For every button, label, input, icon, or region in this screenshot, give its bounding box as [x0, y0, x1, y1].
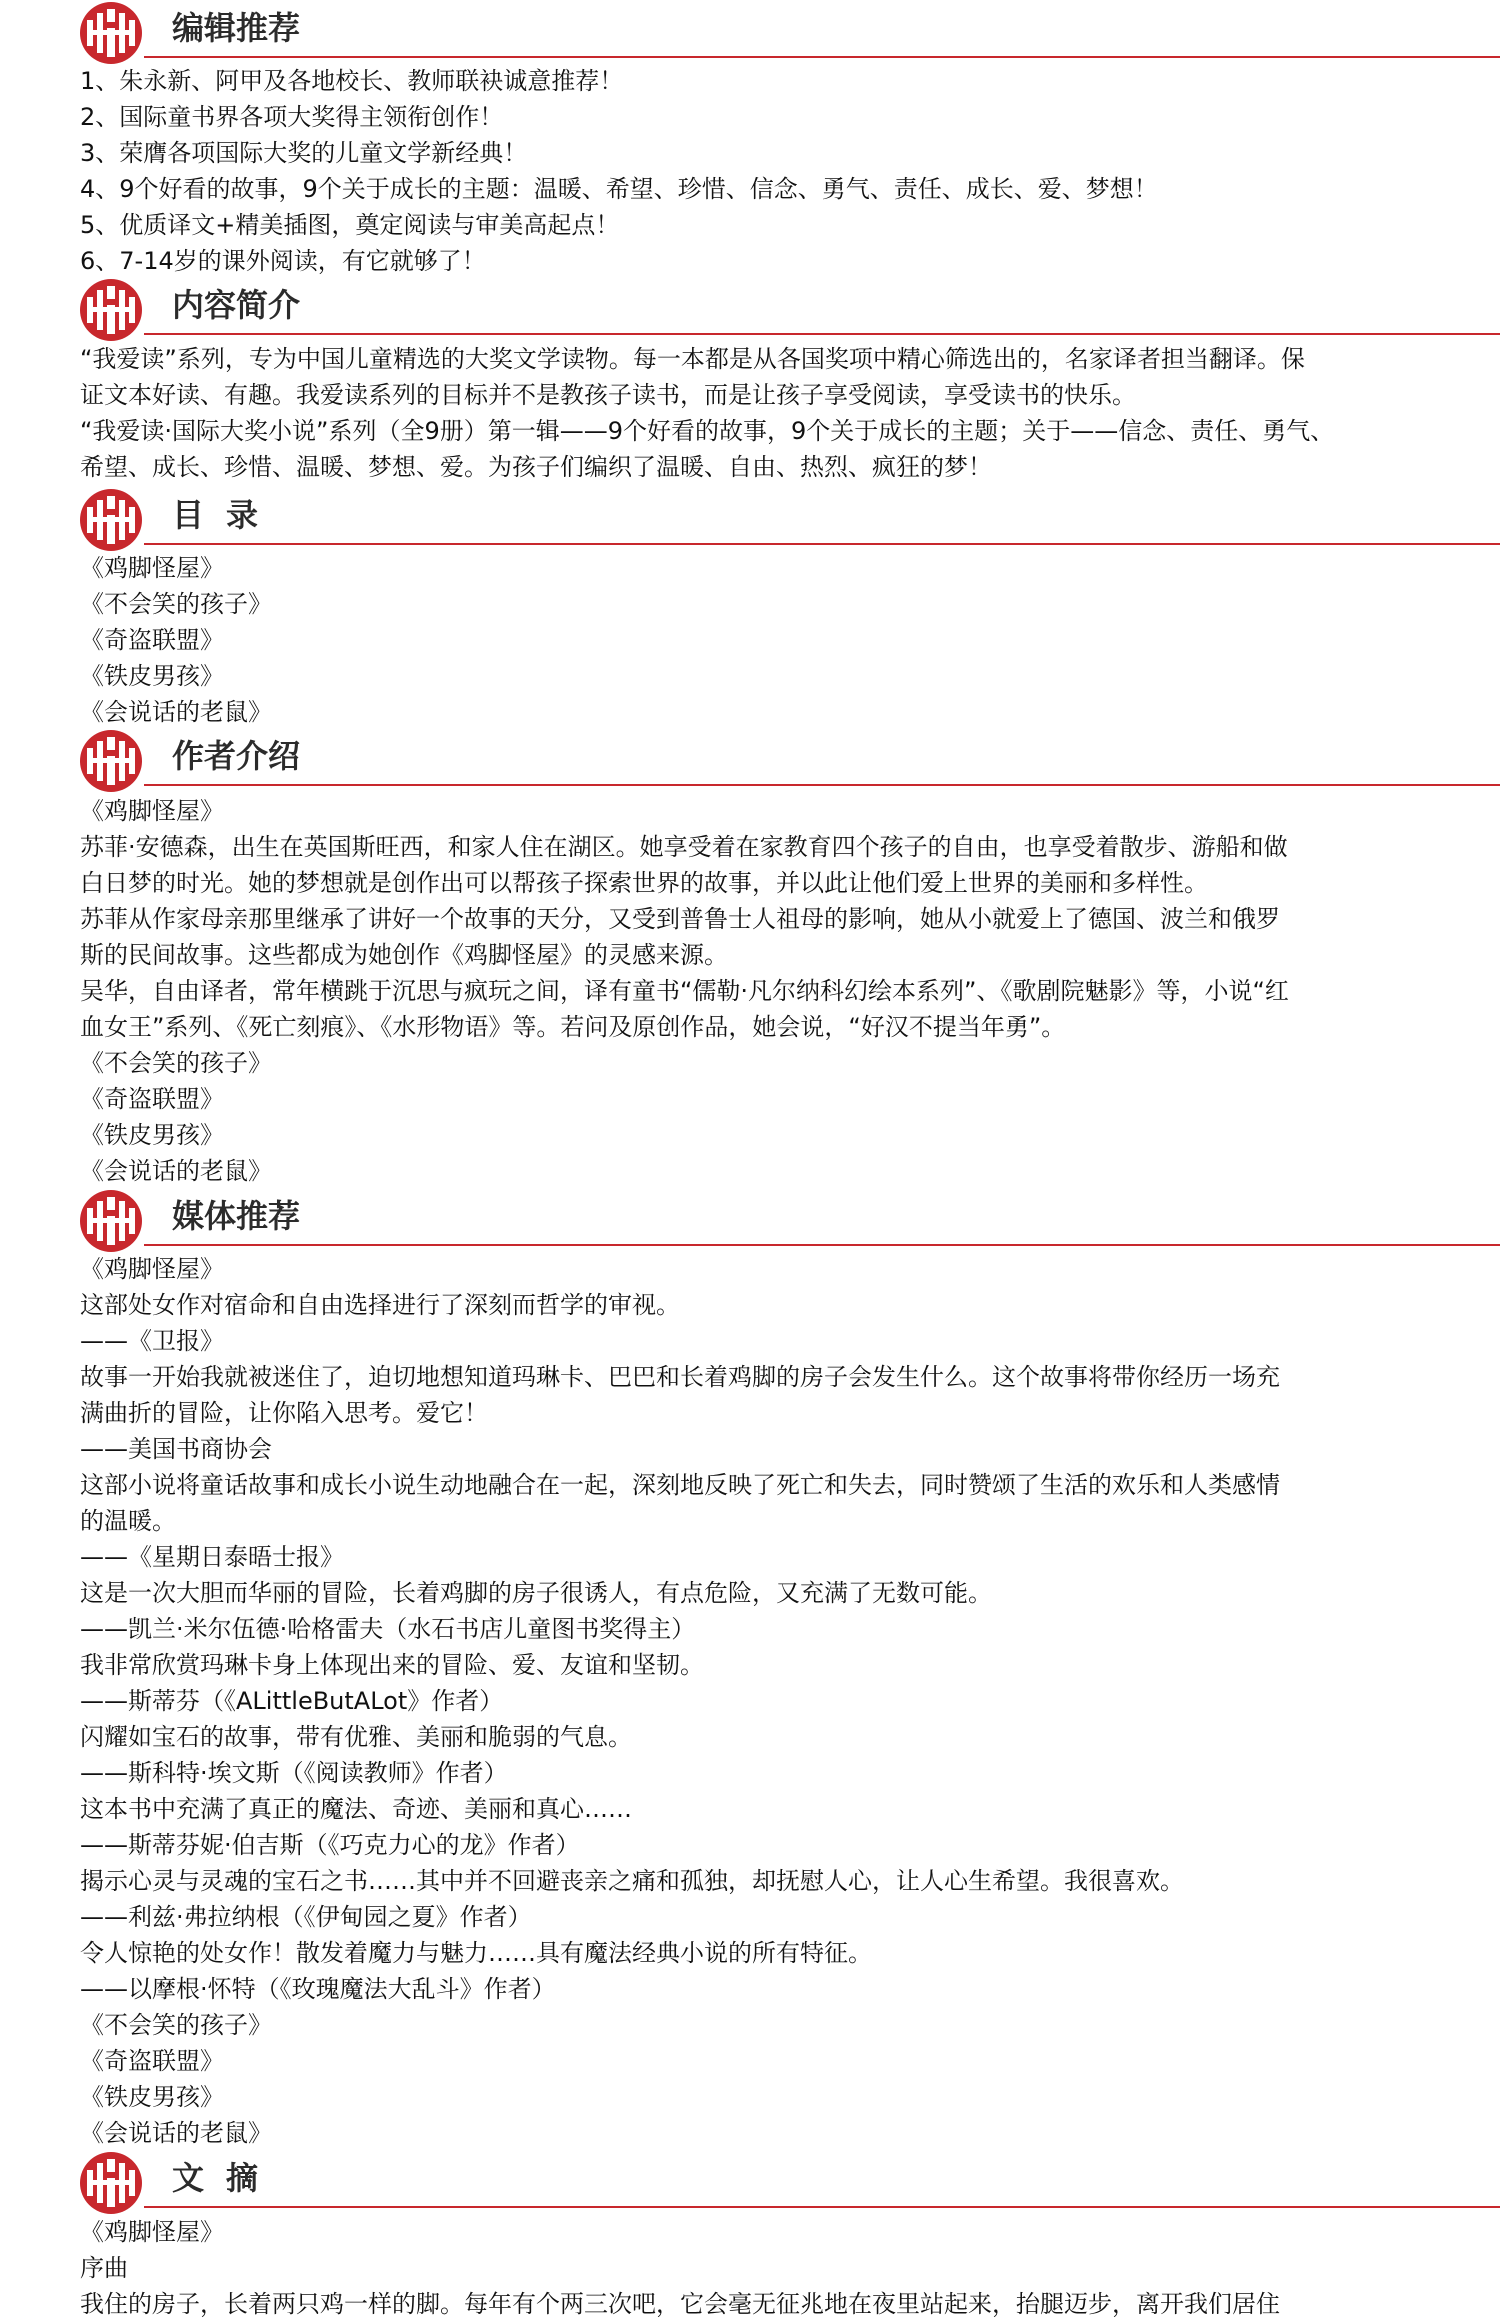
- text-line: 《铁皮男孩》: [80, 662, 224, 690]
- text-line: 《奇盗联盟》: [80, 2047, 224, 2075]
- text-line: 令人惊艳的处女作！散发着魔力与魅力……具有魔法经典小说的所有特征。: [80, 1939, 872, 1967]
- citic-logo-icon: [78, 2150, 144, 2216]
- section-title: 内容简介: [172, 286, 301, 324]
- recommend-content: [80, 63, 1490, 279]
- section-header-recommend: [78, 0, 1500, 68]
- citic-logo-icon: [78, 487, 144, 553]
- text-line: 《不会笑的孩子》: [80, 2011, 272, 2039]
- section-divider: [144, 56, 1500, 58]
- section-header-excerpt: [78, 2148, 1500, 2218]
- text-line: 6、7-14岁的课外阅读，有它就够了！: [80, 247, 486, 275]
- text-line: 5、优质译文+精美插图，奠定阅读与审美高起点！: [80, 211, 620, 239]
- text-line: 这部小说将童话故事和成长小说生动地融合在一起，深刻地反映了死亡和失去，同时赞颂了生活的欢乐和人类感情: [80, 1471, 1280, 1499]
- text-line: 血女王”系列、《死亡刻痕》、《水形物语》等。若问及原创作品，她会说，“好汉不提当年勇”。: [80, 1013, 1066, 1041]
- text-line: 《会说话的老鼠》: [80, 1157, 272, 1185]
- text-line: ——利兹·弗拉纳根（《伊甸园之夏》作者）: [80, 1903, 532, 1931]
- section-title: 媒体推荐: [172, 1197, 301, 1235]
- text-line: 《不会笑的孩子》: [80, 590, 272, 618]
- excerpt-content: [80, 2214, 1490, 2322]
- toc-content: [80, 550, 1490, 730]
- text-line: ——凯兰·米尔伍德·哈格雷夫（水石书店儿童图书奖得主）: [80, 1615, 696, 1643]
- text-line: 序曲: [80, 2254, 128, 2282]
- text-line: 《鸡脚怪屋》: [80, 797, 224, 825]
- citic-logo-icon: [78, 0, 144, 66]
- text-line: 白日梦的时光。她的梦想就是创作出可以帮孩子探索世界的故事，并以此让他们爱上世界的美丽和多样性。: [80, 869, 1208, 897]
- text-line: 《不会笑的孩子》: [80, 1049, 272, 1077]
- citic-logo-icon: [78, 277, 144, 343]
- text-line: 《奇盗联盟》: [80, 1085, 224, 1113]
- text-line: ——斯蒂芬（《ALittleButALot》作者）: [80, 1687, 504, 1715]
- section-divider: [144, 333, 1500, 335]
- text-line: 希望、成长、珍惜、温暖、梦想、爱。为孩子们编织了温暖、自由、热烈、疯狂的梦！: [80, 453, 992, 481]
- text-line: 这本书中充满了真正的魔法、奇迹、美丽和真心……: [80, 1795, 632, 1823]
- text-line: 苏菲·安德森，出生在英国斯旺西，和家人住在湖区。她享受着在家教育四个孩子的自由，也享受着散步、游船和做: [80, 833, 1288, 861]
- text-line: 《会说话的老鼠》: [80, 698, 272, 726]
- section-header-intro: [78, 275, 1500, 345]
- text-line: 闪耀如宝石的故事，带有优雅、美丽和脆弱的气息。: [80, 1723, 632, 1751]
- section-header-toc: [78, 485, 1500, 555]
- text-line: 1、朱永新、阿甲及各地校长、教师联袂诚意推荐！: [80, 67, 624, 95]
- text-line: “我爱读”系列，专为中国儿童精选的大奖文学读物。每一本都是从各国奖项中精心筛选出的，名家译者担当翻译。保: [80, 345, 1305, 373]
- text-line: 《铁皮男孩》: [80, 1121, 224, 1149]
- section-title: 文摘: [172, 2159, 281, 2197]
- section-divider: [144, 2206, 1500, 2208]
- text-line: 4、9个好看的故事，9个关于成长的主题：温暖、希望、珍惜、信念、勇气、责任、成长、爱、梦想！: [80, 175, 1158, 203]
- text-line: 《铁皮男孩》: [80, 2083, 224, 2111]
- text-line: 《鸡脚怪屋》: [80, 1255, 224, 1283]
- text-line: 《鸡脚怪屋》: [80, 554, 224, 582]
- author-content: [80, 793, 1490, 1189]
- text-line: 满曲折的冒险，让你陷入思考。爱它！: [80, 1399, 488, 1427]
- text-line: 3、荣膺各项国际大奖的儿童文学新经典！: [80, 139, 528, 167]
- text-line: ——《星期日泰晤士报》: [80, 1543, 344, 1571]
- section-divider: [144, 784, 1500, 786]
- citic-logo-icon: [78, 1188, 144, 1254]
- text-line: ——斯科特·埃文斯（《阅读教师》作者）: [80, 1759, 508, 1787]
- text-line: ——美国书商协会: [80, 1435, 272, 1463]
- media-content: [80, 1251, 1490, 2151]
- text-line: ——以摩根·怀特（《玫瑰魔法大乱斗》作者）: [80, 1975, 556, 2003]
- section-title: 目录: [172, 496, 281, 534]
- citic-logo-icon: [78, 728, 144, 794]
- text-line: 这是一次大胆而华丽的冒险，长着鸡脚的房子很诱人，有点危险，又充满了无数可能。: [80, 1579, 992, 1607]
- text-line: 苏菲从作家母亲那里继承了讲好一个故事的天分，又受到普鲁士人祖母的影响，她从小就爱上了德国、波兰和俄罗: [80, 905, 1280, 933]
- section-header-author: [78, 726, 1500, 796]
- section-divider: [144, 543, 1500, 545]
- text-line: 《鸡脚怪屋》: [80, 2218, 224, 2246]
- text-line: 证文本好读、有趣。我爱读系列的目标并不是教孩子读书，而是让孩子享受阅读，享受读书的快乐。: [80, 381, 1136, 409]
- text-line: 我住的房子，长着两只鸡一样的脚。每年有个两三次吧，它会毫无征兆地在夜里站起来，抬腿迈步，离开我们居住: [80, 2290, 1280, 2318]
- section-header-media: [78, 1186, 1500, 1256]
- text-line: ——斯蒂芬妮·伯吉斯（《巧克力心的龙》作者）: [80, 1831, 580, 1859]
- text-line: 故事一开始我就被迷住了，迫切地想知道玛琳卡、巴巴和长着鸡脚的房子会发生什么。这个故事将带你经历一场充: [80, 1363, 1280, 1391]
- section-title: 编辑推荐: [172, 9, 301, 47]
- text-line: 这部处女作对宿命和自由选择进行了深刻而哲学的审视。: [80, 1291, 680, 1319]
- text-line: “我爱读·国际大奖小说”系列（全9册）第一辑——9个好看的故事，9个关于成长的主题；关于——信念、责任、勇气、: [80, 417, 1335, 445]
- section-title: 作者介绍: [172, 737, 301, 775]
- text-line: 斯的民间故事。这些都成为她创作《鸡脚怪屋》的灵感来源。: [80, 941, 728, 969]
- text-line: ——《卫报》: [80, 1327, 224, 1355]
- text-line: 的温暖。: [80, 1507, 176, 1535]
- section-divider: [144, 1244, 1500, 1246]
- text-line: 吴华，自由译者，常年横跳于沉思与疯玩之间，译有童书“儒勒·凡尔纳科幻绘本系列”、《歌剧院魅影》等，小说“红: [80, 977, 1289, 1005]
- text-line: 揭示心灵与灵魂的宝石之书……其中并不回避丧亲之痛和孤独，却抚慰人心，让人心生希望。我很喜欢。: [80, 1867, 1184, 1895]
- text-line: 《会说话的老鼠》: [80, 2119, 272, 2147]
- text-line: 2、国际童书界各项大奖得主领衔创作！: [80, 103, 504, 131]
- text-line: 我非常欣赏玛琳卡身上体现出来的冒险、爱、友谊和坚韧。: [80, 1651, 704, 1679]
- text-line: 《奇盗联盟》: [80, 626, 224, 654]
- intro-content: [80, 341, 1490, 485]
